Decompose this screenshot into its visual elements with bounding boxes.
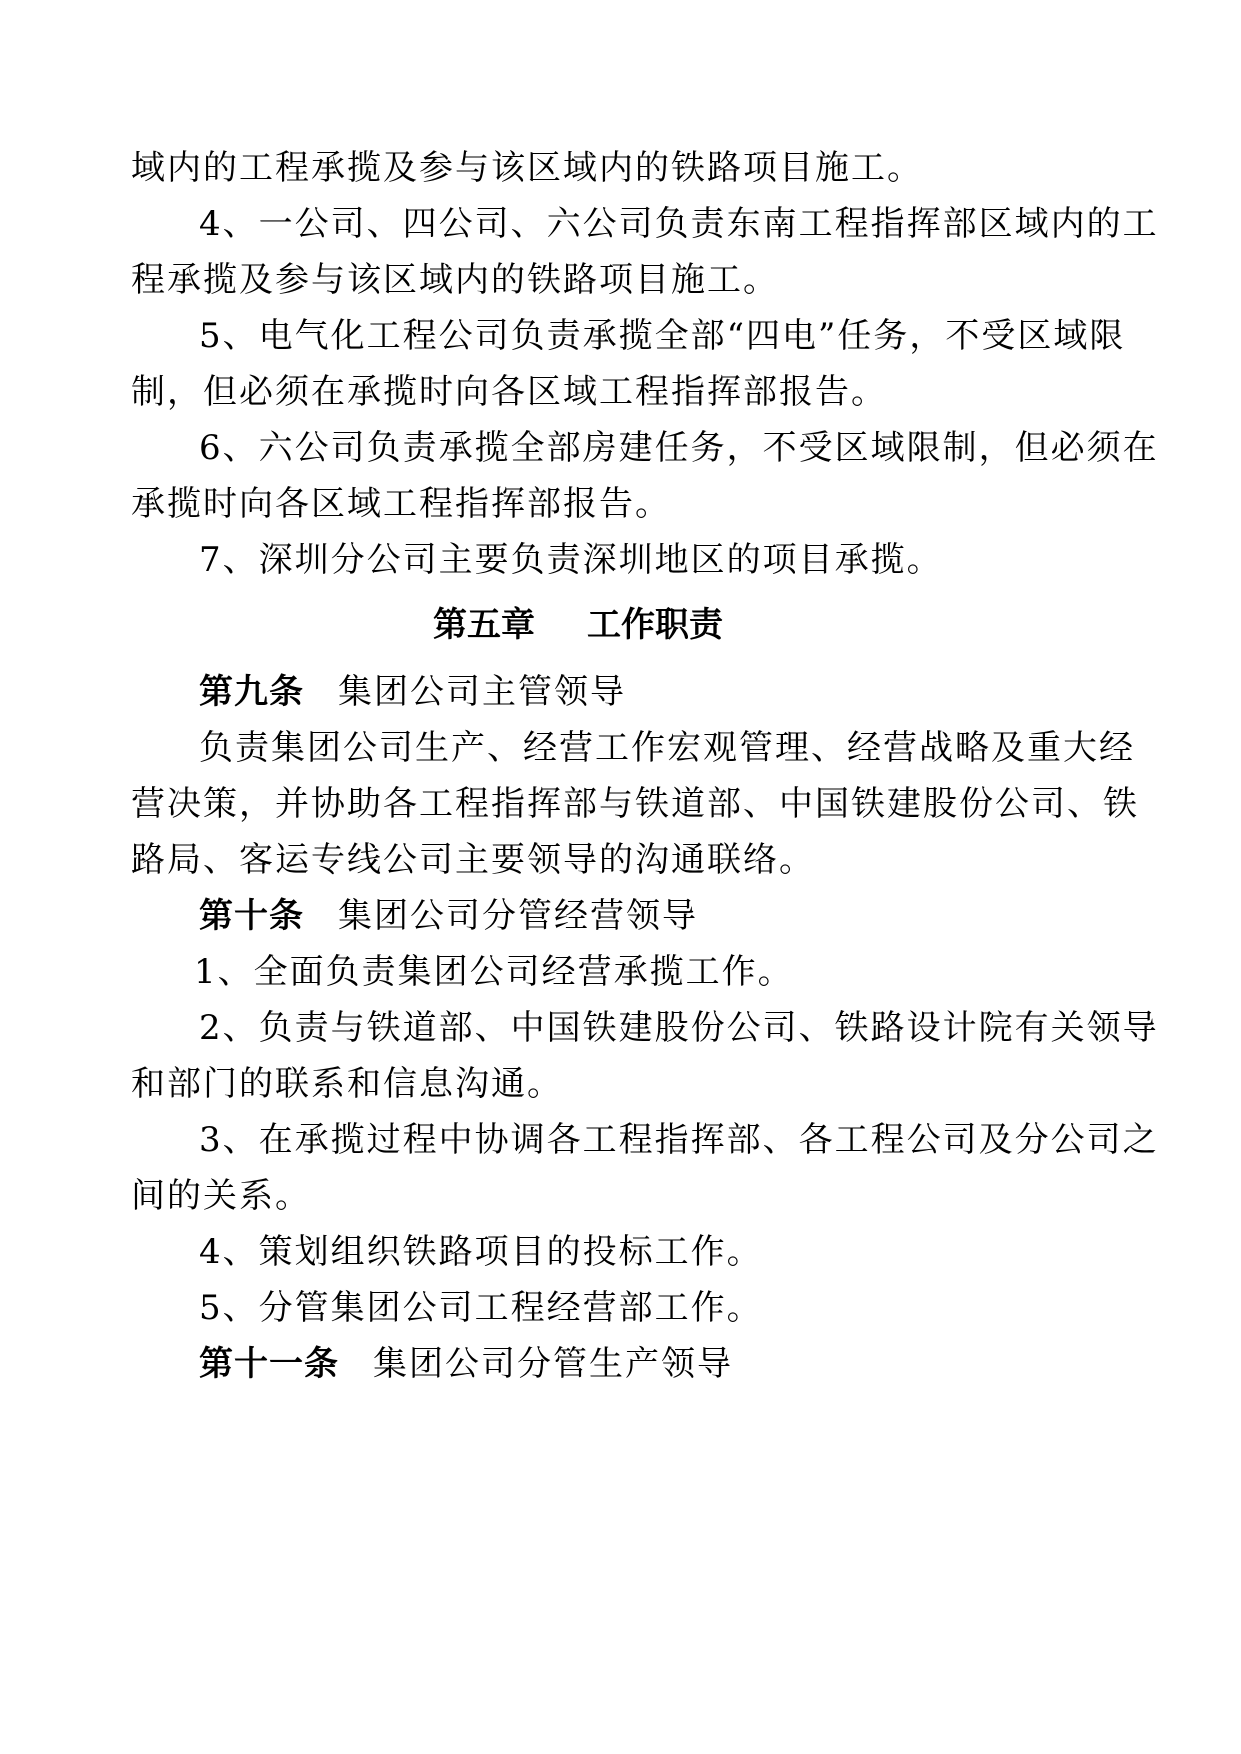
article-heading-10 bbox=[199, 896, 698, 936]
article-heading-11 bbox=[199, 1344, 733, 1384]
article-title: 集团公司分管经营领导 bbox=[338, 896, 698, 936]
paragraph-line: 程承揽及参与该区域内的铁路项目施工。 bbox=[131, 260, 779, 300]
article-label: 第十条 bbox=[199, 896, 304, 936]
paragraph-line: 制，但必须在承揽时向各区域工程指挥部报告。 bbox=[131, 372, 887, 412]
paragraph-line: 间的关系。 bbox=[131, 1176, 311, 1216]
paragraph-line: 3、在承揽过程中协调各工程指挥部、各工程公司及分公司之 bbox=[199, 1120, 1159, 1160]
paragraph-line: 1、全面负责集团公司经营承揽工作。 bbox=[194, 952, 794, 992]
paragraph-line: 域内的工程承揽及参与该区域内的铁路项目施工。 bbox=[131, 148, 923, 188]
paragraph-line: 和部门的联系和信息沟通。 bbox=[131, 1064, 563, 1104]
article-title: 集团公司主管领导 bbox=[338, 672, 626, 712]
paragraph-line: 5、分管集团公司工程经营部工作。 bbox=[199, 1288, 763, 1328]
paragraph-line: 7、深圳分公司主要负责深圳地区的项目承揽。 bbox=[199, 540, 943, 580]
paragraph-line: 5、电气化工程公司负责承揽全部“四电”任务，不受区域限 bbox=[199, 316, 1126, 356]
chapter-title: 工作职责 bbox=[587, 605, 723, 645]
paragraph-line: 承揽时向各区域工程指挥部报告。 bbox=[131, 484, 671, 524]
paragraph-line: 4、策划组织铁路项目的投标工作。 bbox=[199, 1232, 763, 1272]
article-title: 集团公司分管生产领导 bbox=[373, 1344, 733, 1384]
chapter-heading bbox=[433, 605, 723, 645]
paragraph-line: 营决策，并协助各工程指挥部与铁道部、中国铁建股份公司、铁 bbox=[131, 784, 1139, 824]
paragraph-line: 6、六公司负责承揽全部房建任务，不受区域限制，但必须在 bbox=[199, 428, 1159, 468]
paragraph-line: 2、负责与铁道部、中国铁建股份公司、铁路设计院有关领导 bbox=[199, 1008, 1159, 1048]
paragraph-line: 负责集团公司生产、经营工作宏观管理、经营战略及重大经 bbox=[199, 728, 1135, 768]
article-label: 第九条 bbox=[199, 672, 304, 712]
article-label: 第十一条 bbox=[199, 1344, 339, 1384]
paragraph-line: 4、一公司、四公司、六公司负责东南工程指挥部区域内的工 bbox=[199, 204, 1159, 244]
paragraph-line: 路局、客运专线公司主要领导的沟通联络。 bbox=[131, 840, 815, 880]
article-heading-9 bbox=[199, 672, 626, 712]
chapter-number: 第五章 bbox=[433, 605, 535, 645]
